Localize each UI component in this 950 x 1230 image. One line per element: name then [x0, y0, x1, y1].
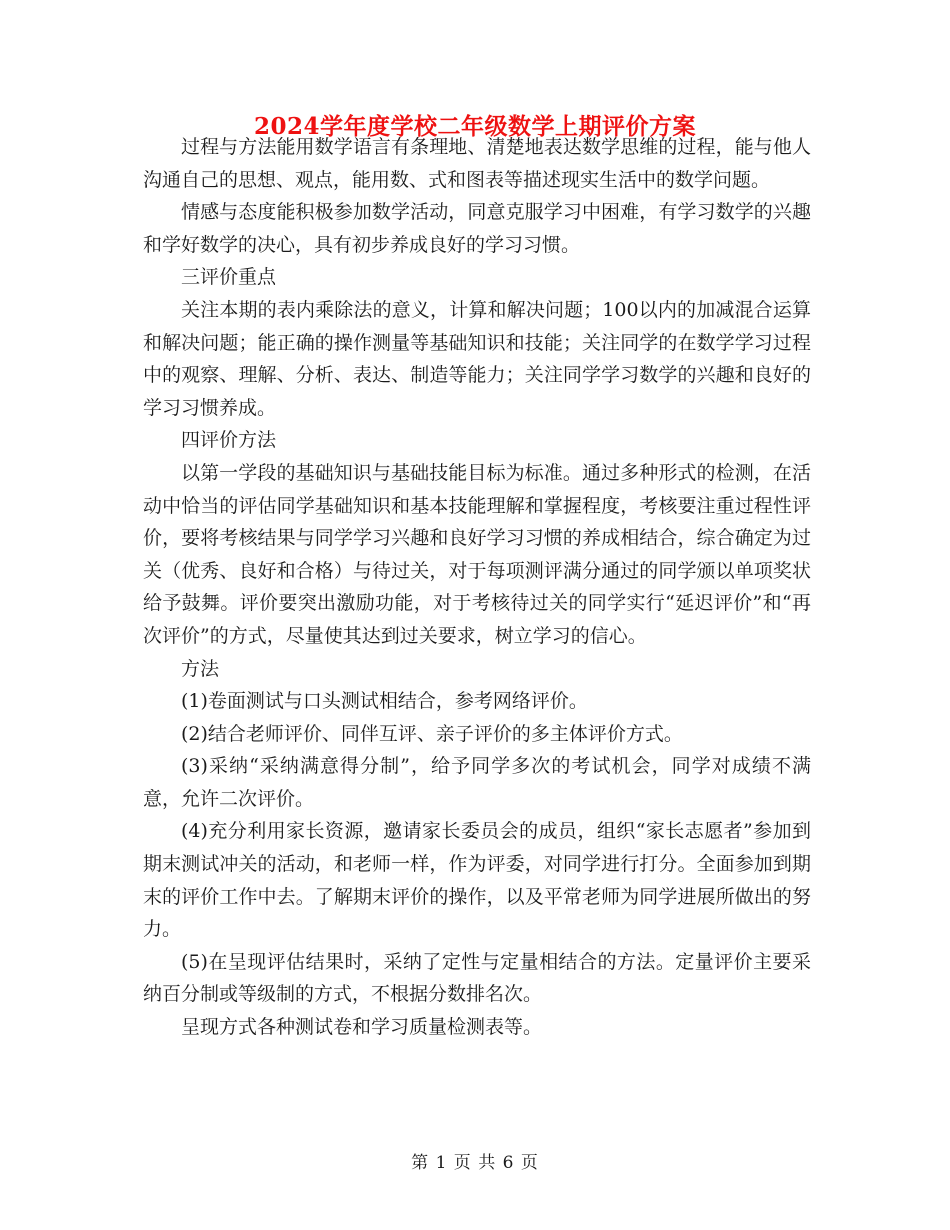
method-item-3: (3)采纳“采纳满意得分制”，给予同学多次的考试机会，同学对成绩不满意，允许二次评价。 — [143, 755, 811, 810]
paragraph-process-method: 过程与方法能用数学语言有条理地、清楚地表达数学思维的过程，能与他人沟通自己的思想、观点，能用数、式和图表等描述现实生活中的数学问题。 — [143, 136, 811, 191]
method-item-4: (4)充分利用家长资源，邀请家长委员会的成员，组织“家长志愿者”参加到期末测试冲关的活动，和老师一样，作为评委，对同学进行打分。全面参加到期末的评价工作中去。了解期末评价的操作，以及平常老师为同学进展所做出的努力。 — [143, 820, 811, 941]
document-title: 2024学年度学校二年级数学上期评价方案 — [253, 113, 696, 140]
method-item-2: (2)结合老师评价、同伴互评、亲子评价的多主体评价方式。 — [181, 722, 683, 745]
paragraph-evaluation-focus: 关注本期的表内乘除法的意义，计算和解决问题；100以内的加减混合运算和解决问题；能正确的操作测量等基础知识和技能；关注同学的在数学学习过程中的观察、理解、分析、表达、制造等能力；关注同学学习数学的兴趣和良好的学习习惯养成。 — [143, 298, 811, 419]
heading-evaluation-method: 四评价方法 — [181, 429, 277, 452]
heading-method: 方法 — [181, 657, 220, 680]
page-footer: 第 1 页 共 6 页 — [411, 1153, 539, 1173]
paragraph-presentation: 呈现方式各种测试卷和学习质量检测表等。 — [181, 1016, 543, 1039]
paragraph-evaluation-method: 以第一学段的基础知识与基础技能目标为标准。通过多种形式的检测，在活动中恰当的评估同学基础知识和基本技能理解和掌握程度，考核要注重过程性评价，要将考核结果与同学学习兴趣和良好学习习惯的养成相结合，综合确定为过关（优秀、良好和合格）与待过关，对于每项测评满分通过的同学颁以单项奖状给予鼓舞。评价要突出激励功能，对于考核待过关的同学实行“延迟评价”和“再次评价”的方式，尽量使其达到过关要求，树立学习的信心。 — [143, 461, 811, 647]
method-item-1: (1)卷面测试与口头测试相结合，参考网络评价。 — [181, 690, 588, 713]
method-item-5: (5)在呈现评估结果时，采纳了定性与定量相结合的方法。定量评价主要采纳百分制或等级制的方式，不根据分数排名次。 — [143, 950, 811, 1006]
paragraph-emotion-attitude: 情感与态度能积极参加数学活动，同意克服学习中困难，有学习数学的兴趣和学好数学的决心，具有初步养成良好的学习习惯。 — [143, 201, 811, 256]
document-body — [143, 131, 811, 1044]
heading-evaluation-focus: 三评价重点 — [181, 266, 277, 289]
